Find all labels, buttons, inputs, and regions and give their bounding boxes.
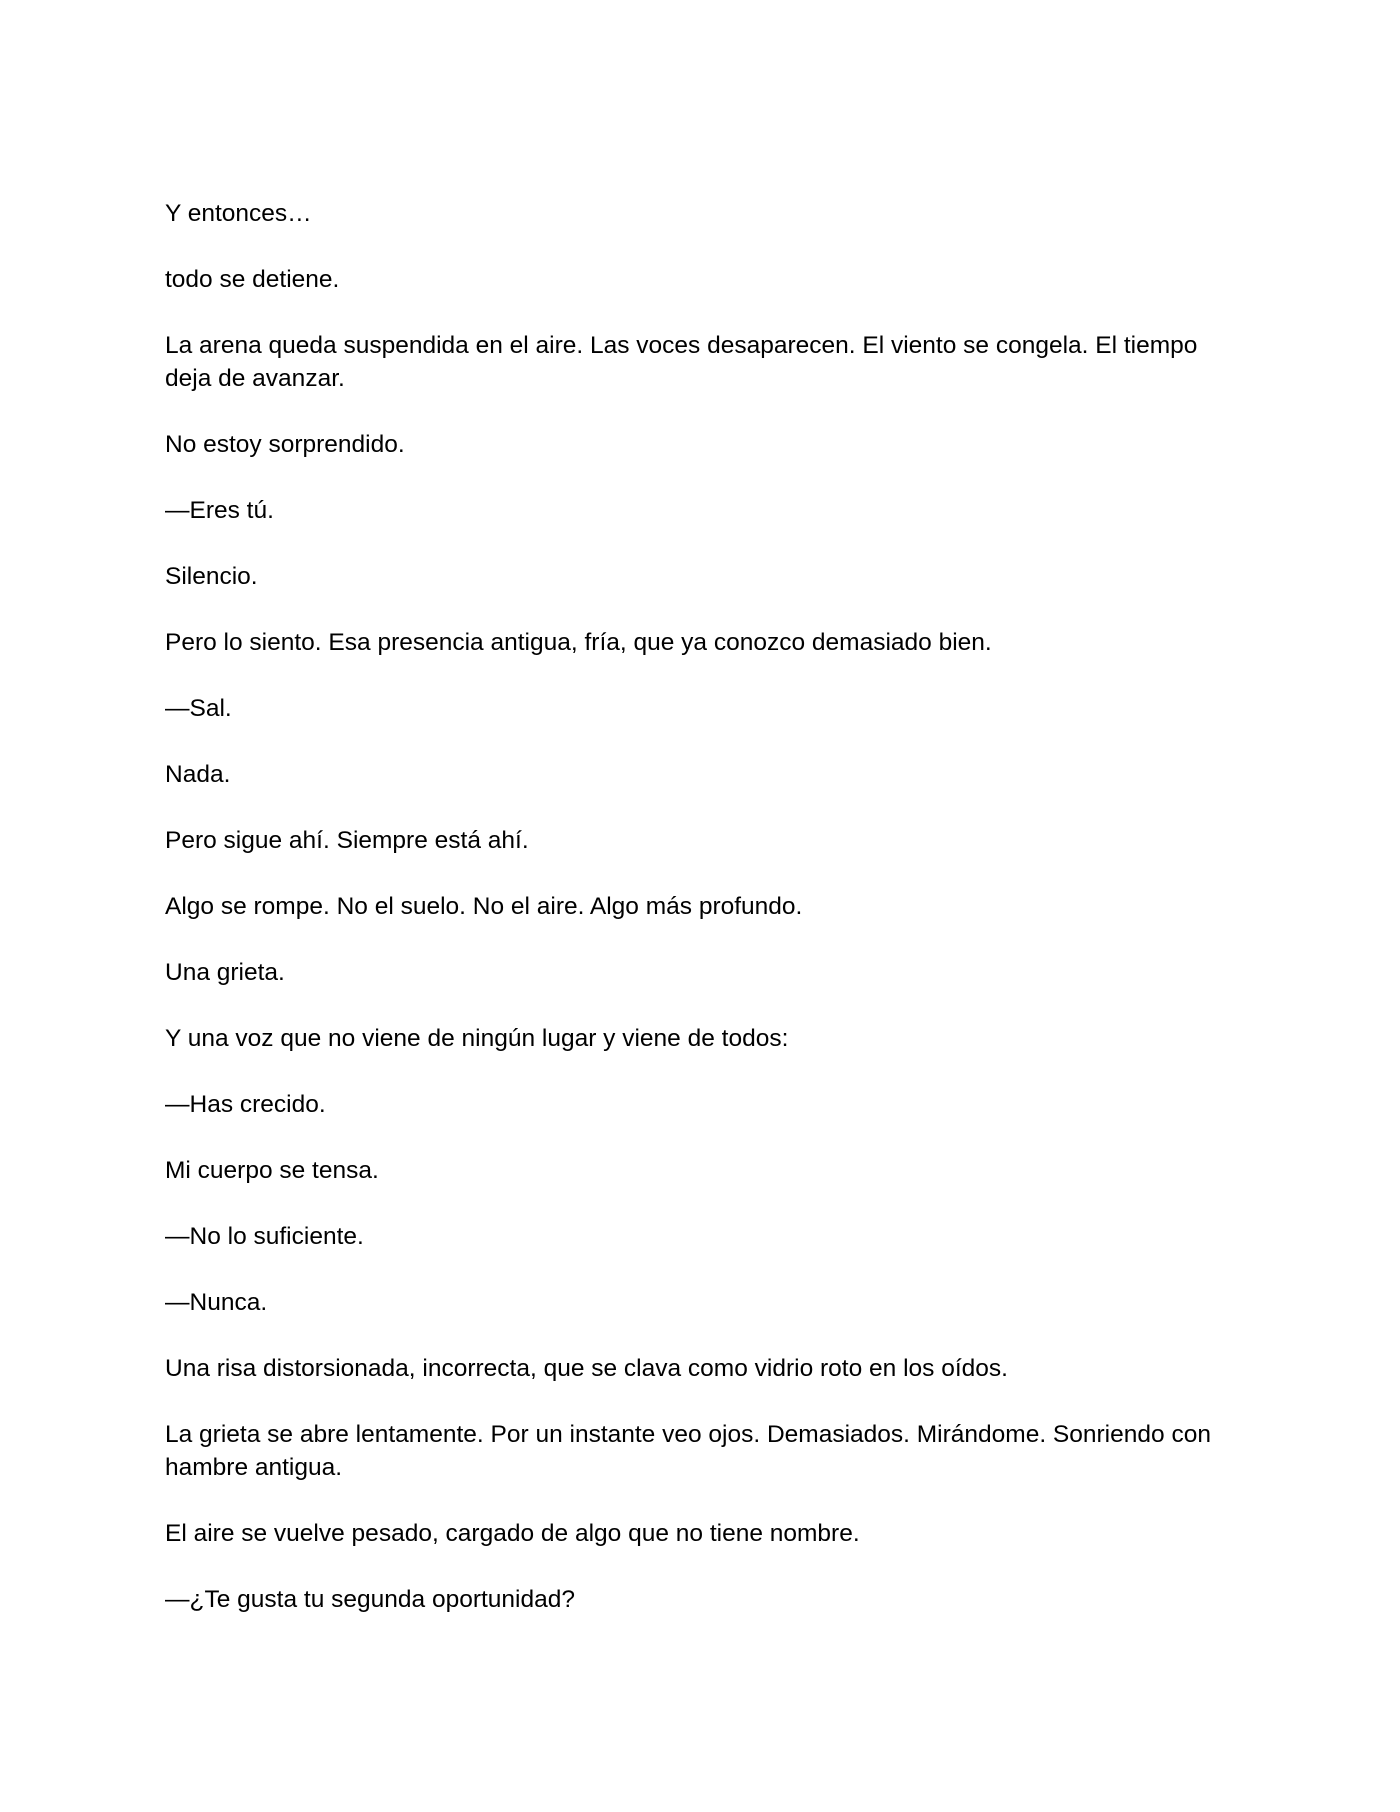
paragraph: No estoy sorprendido.	[165, 431, 405, 458]
paragraph: —No lo suficiente.	[165, 1223, 364, 1250]
paragraph: Pero lo siento. Esa presencia antigua, fría, que ya conozco demasiado bien.	[165, 629, 992, 656]
paragraph: —Eres tú.	[165, 497, 274, 524]
paragraph: El aire se vuelve pesado, cargado de algo que no tiene nombre.	[165, 1520, 860, 1547]
paragraph: Y una voz que no viene de ningún lugar y viene de todos:	[165, 1025, 789, 1052]
document-body	[165, 197, 1235, 1649]
paragraph: Pero sigue ahí. Siempre está ahí.	[165, 827, 529, 854]
paragraph: Algo se rompe. No el suelo. No el aire. Algo más profundo.	[165, 893, 803, 920]
paragraph: Y entonces…	[165, 200, 312, 227]
paragraph: —Has crecido.	[165, 1091, 326, 1118]
paragraph: Mi cuerpo se tensa.	[165, 1157, 379, 1184]
paragraph: —¿Te gusta tu segunda oportunidad?	[165, 1586, 575, 1613]
paragraph: Una risa distorsionada, incorrecta, que se clava como vidrio roto en los oídos.	[165, 1355, 1008, 1382]
paragraph: Nada.	[165, 761, 231, 788]
paragraph: —Nunca.	[165, 1289, 268, 1316]
paragraph: —Sal.	[165, 695, 232, 722]
paragraph: La grieta se abre lentamente. Por un instante veo ojos. Demasiados. Mirándome. Sonriendo con hambre antigua.	[165, 1421, 1211, 1481]
paragraph: Una grieta.	[165, 959, 285, 986]
paragraph: La arena queda suspendida en el aire. Las voces desaparecen. El viento se congela. El tiempo deja de avanzar.	[165, 332, 1198, 392]
paragraph: Silencio.	[165, 563, 258, 590]
paragraph: todo se detiene.	[165, 266, 340, 293]
